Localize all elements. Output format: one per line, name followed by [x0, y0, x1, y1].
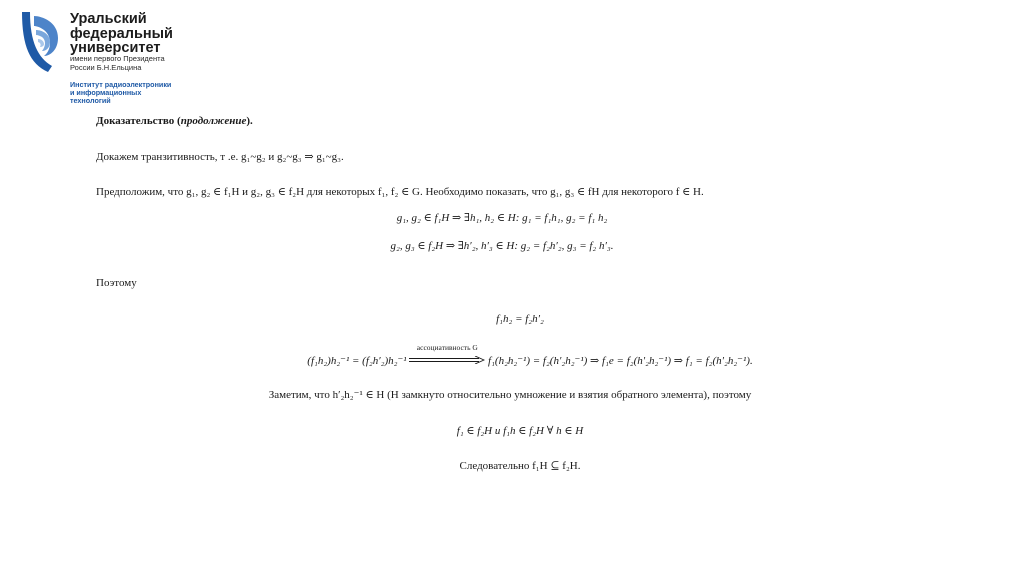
slide-title: Доказательство (продолжение).: [96, 115, 253, 127]
institute-name: Институт радиоэлектроники и информационных технологий: [70, 80, 172, 105]
assumption-line: Предположим, что g₁, g₂ ∈ f₁H и g₂, g₃ ∈ f₂H для некоторых f₁, f₂ ∈ G. Необходимо показать, что g₁, g₃ ∈ fH для некоторого f ∈ H.: [96, 186, 704, 198]
university-subtitle: имени первого Президента России Б.Н.Ельцина: [70, 54, 165, 72]
conclusion: Следовательно f₁H ⊆ f₂H.: [459, 460, 581, 472]
equation-5: f₁ ∈ f₂H и f₁h ∈ f₂H ∀ h ∈ H: [456, 425, 584, 437]
closure-note: Заметим, что h′₂h₂⁻¹ ∈ H (H замкнуто относительно умножение и взятия обратного элемента), поэтому: [268, 389, 752, 401]
transitivity-statement: Докажем транзитивность, т .е. g₁~g₂ и g₂~g₃ ⇒ g₁~g₃.: [96, 151, 344, 163]
university-logo: [18, 10, 218, 110]
equation-4: (f₁h₂)h₂⁻¹ = (f₂h′₂)h₂⁻¹ ассоциативность G f₁(h₂h₂⁻¹) = f₂(h′₂h₂⁻¹) ⇒ f₁e = f₂(h′₂h₂⁻¹) ⇒ f₁ = f₂(h′₂h₂⁻¹).: [307, 343, 753, 367]
equation-1: g₁, g₂ ∈ f₁H ⇒ ∃h₁, h₂ ∈ H: g₁ = f₁h₁, g₂ = f₁ h₂: [396, 212, 608, 224]
ural-federal-university-logo-icon: [18, 10, 70, 76]
equation-3: f₁h₂ = f₂h′₂: [496, 313, 544, 325]
associativity-arrow: ассоциативность G: [409, 352, 485, 365]
university-name: Уральский федеральный университет: [70, 11, 173, 56]
equation-2: g₂, g₃ ∈ f₂H ⇒ ∃h′₂, h′₃ ∈ H: g₂ = f₂h′₂, g₃ = f₂ h′₃.: [390, 240, 614, 252]
therefore-label: Поэтому: [96, 277, 137, 289]
double-arrow-icon: [409, 356, 485, 364]
